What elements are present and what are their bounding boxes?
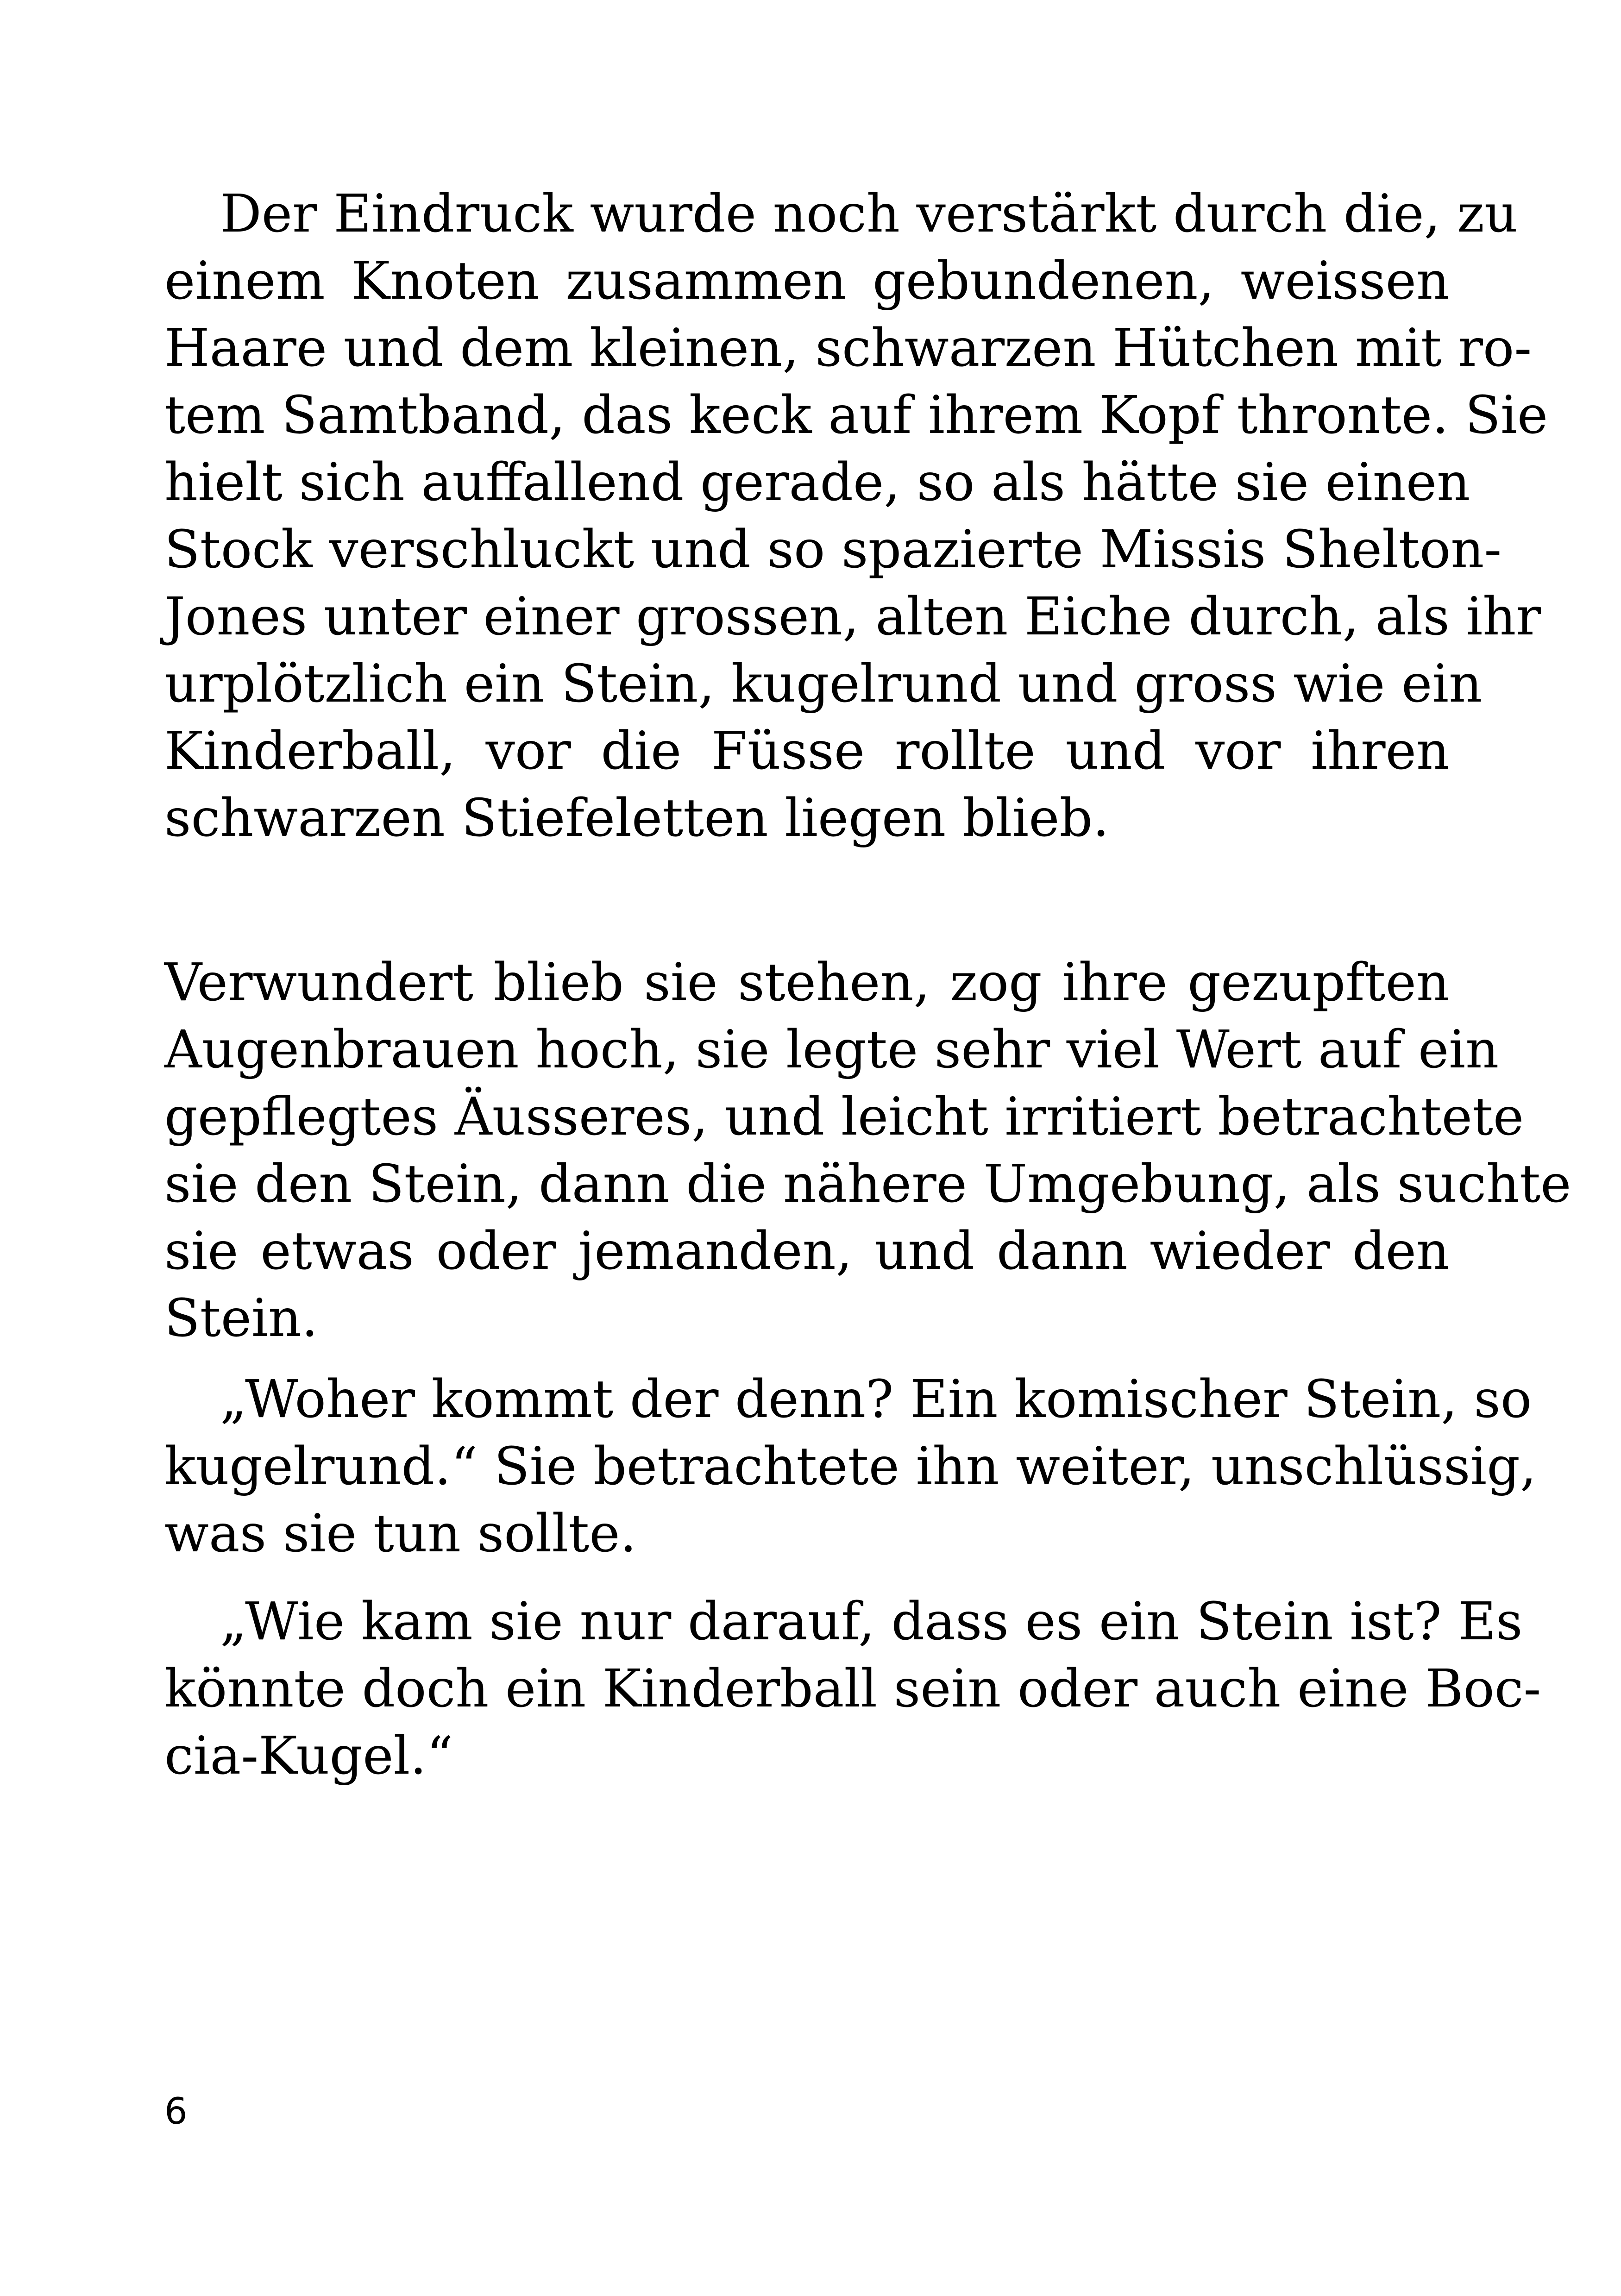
paragraph-4 [164,1588,1541,1790]
text-line: „Woher kommt der denn? Ein komischer Stein, so [220,1369,1532,1430]
text-line: Kinderball, vor die Füsse rollte und vor ihren [164,721,1450,781]
paragraph-2 [164,949,1571,1352]
text-line: Stein. [164,1288,318,1349]
text-line: hielt sich auffallend gerade, so als hätte sie einen [164,452,1470,513]
text-line: Haare und dem kleinen, schwarzen Hütchen mit ro- [164,318,1532,378]
text-line: was sie tun sollte. [164,1504,637,1564]
text-line: Stock verschluckt und so spazierte Missis Shelton- [164,520,1502,580]
text-line: könnte doch ein Kinderball sein oder auch eine Boc- [164,1659,1541,1719]
text-line: „Wie kam sie nur darauf, dass es ein Stein ist? Es [220,1592,1523,1652]
text-line: kugelrund.“ Sie betrachtete ihn weiter, unschlüssig, [164,1437,1537,1497]
text-line: cia-Kugel.“ [164,1726,453,1786]
paragraph-3 [164,1366,1537,1568]
text-line: Verwundert blieb sie stehen, zog ihre gezupften [164,953,1450,1013]
text-line: sie den Stein, dann die nähere Umgebung, als suchte [164,1154,1571,1214]
text-line: gepflegtes Äusseres, und leicht irritiert betrachtete [164,1087,1524,1147]
text-line: schwarzen Stiefeletten liegen blieb. [164,788,1109,848]
paragraph-1 [164,181,1548,852]
text-line: tem Samtband, das keck auf ihrem Kopf thronte. Sie [164,385,1548,445]
text-line: Der Eindruck wurde noch verstärkt durch die, zu [220,184,1518,244]
page-number: 6 [164,2091,188,2133]
text-line: Augenbrauen hoch, sie legte sehr viel Wert auf ein [164,1020,1499,1080]
text-line: Jones unter einer grossen, alten Eiche durch, als ihr [164,587,1541,647]
text-line: einem Knoten zusammen gebundenen, weissen [164,251,1450,311]
text-line: urplötzlich ein Stein, kugelrund und gross wie ein [164,654,1483,714]
text-line: sie etwas oder jemanden, und dann wieder den [164,1221,1450,1281]
